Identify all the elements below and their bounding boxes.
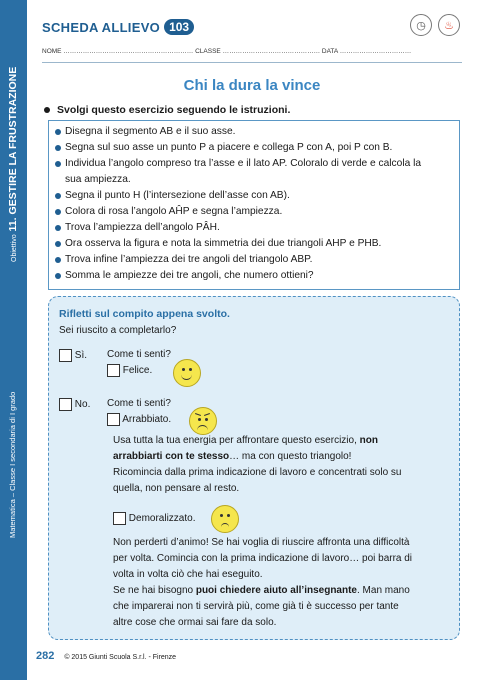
no-label: No. — [74, 399, 91, 411]
angry-checkbox[interactable] — [107, 413, 120, 426]
step-item: Colora di rosa l’angolo AĤP e segna l’ampiezza. — [55, 204, 453, 220]
divider — [42, 62, 462, 63]
step-item: Somma le ampiezze dei tre angoli, che numero ottieni? — [55, 268, 453, 284]
happy-option[interactable] — [107, 364, 152, 377]
step-item: Trova infine l’ampiezza dei tre angoli del triangolo ABP. — [55, 252, 453, 268]
objective-label: Obiettivo 11. GESTIRE LA FRUSTRAZIONE — [7, 66, 19, 262]
fire-icon: ♨ — [438, 14, 460, 36]
steps-list — [55, 124, 453, 284]
page-title: Chi la dura la vince — [183, 77, 321, 94]
reflection-question: Sei riuscito a completarlo? — [59, 325, 177, 336]
footer-bar — [0, 656, 27, 659]
step-item: Individua l’angolo compreso tra l’asse e il lato AP. Coloralo di verde e calcola la — [55, 156, 453, 172]
page-number: 282 — [36, 650, 55, 662]
yes-option[interactable] — [59, 349, 87, 362]
step-item: Segna sul suo asse un punto P a piacere e collega P con A, poi P con B. — [55, 140, 453, 156]
subject-label: Matematica – Classe I secondaria di I grado — [8, 391, 17, 538]
happy-face-icon — [173, 359, 201, 387]
sad-advice-1: Non perderti d’animo! Se hai voglia di riuscire affronta una difficoltà per volta. Comincia con la prima indicazione di lavoro… poi barra di volta in volta ciò che hai eseguito. — [113, 537, 413, 580]
happy-label: Felice. — [122, 365, 153, 377]
clock-icon: ◷ — [410, 14, 432, 36]
steps-box — [48, 120, 460, 290]
sad-checkbox[interactable] — [113, 512, 126, 525]
step-item: Ora osserva la figura e nota la simmetria dei due triangoli AHP e PHB. — [55, 236, 453, 252]
happy-checkbox[interactable] — [107, 364, 120, 377]
bullet-icon — [44, 107, 50, 113]
sad-advice-2: Se ne hai bisogno puoi chiedere aiuto all’insegnante. Man mano che imparerai non ti servirà più, come già ti è successo per tante altre cose che ormai sai fare da solo. — [113, 585, 410, 628]
reflection-title: Rifletti sul compito appena svolto. — [59, 308, 230, 320]
header — [42, 16, 194, 38]
name-class-date-fields: NOME …………………………………………………… CLASSE ……………………………………… DATA …………………………… — [42, 48, 412, 55]
no-checkbox[interactable] — [59, 398, 72, 411]
scheda-label: SCHEDA ALLIEVO — [42, 19, 161, 35]
angry-label: Arrabbiato. — [122, 414, 172, 426]
sad-option[interactable] — [113, 512, 195, 525]
how-feel-no: Come ti senti? — [107, 398, 171, 409]
footer — [36, 650, 176, 662]
angry-face-icon — [189, 407, 217, 435]
reflection-box — [48, 296, 460, 640]
step-item: Segna il punto H (l’intersezione dell’asse con AB). — [55, 188, 453, 204]
angry-advice-2: Ricomincia dalla prima indicazione di lavoro e concentrati solo su quella, non pensare al resto. — [113, 467, 402, 494]
yes-checkbox[interactable] — [59, 349, 72, 362]
yes-label: Sì. — [74, 350, 88, 362]
how-feel-yes: Come ti senti? — [107, 349, 171, 360]
sad-face-icon — [211, 505, 239, 533]
instruction — [44, 104, 290, 116]
header-icons — [410, 14, 460, 36]
no-option[interactable] — [59, 398, 90, 411]
sad-label: Demoralizzato. — [128, 513, 196, 525]
step-item: sua ampiezza. — [65, 174, 131, 185]
step-item: Disegna il segmento AB e il suo asse. — [55, 124, 453, 140]
angry-option[interactable] — [107, 413, 171, 426]
scheda-number-badge: 103 — [164, 19, 194, 35]
copyright: © 2015 Giunti Scuola S.r.l. - Firenze — [64, 654, 177, 661]
step-item: Trova l’ampiezza dell’angolo PÂH. — [55, 220, 453, 236]
angry-advice-1: Usa tutta la tua energia per affrontare questo esercizio, non arrabbiarti con te stesso… ma con questo triangolo! — [113, 435, 378, 462]
instruction-text: Svolgi questo esercizio seguendo le istruzioni. — [57, 104, 291, 116]
